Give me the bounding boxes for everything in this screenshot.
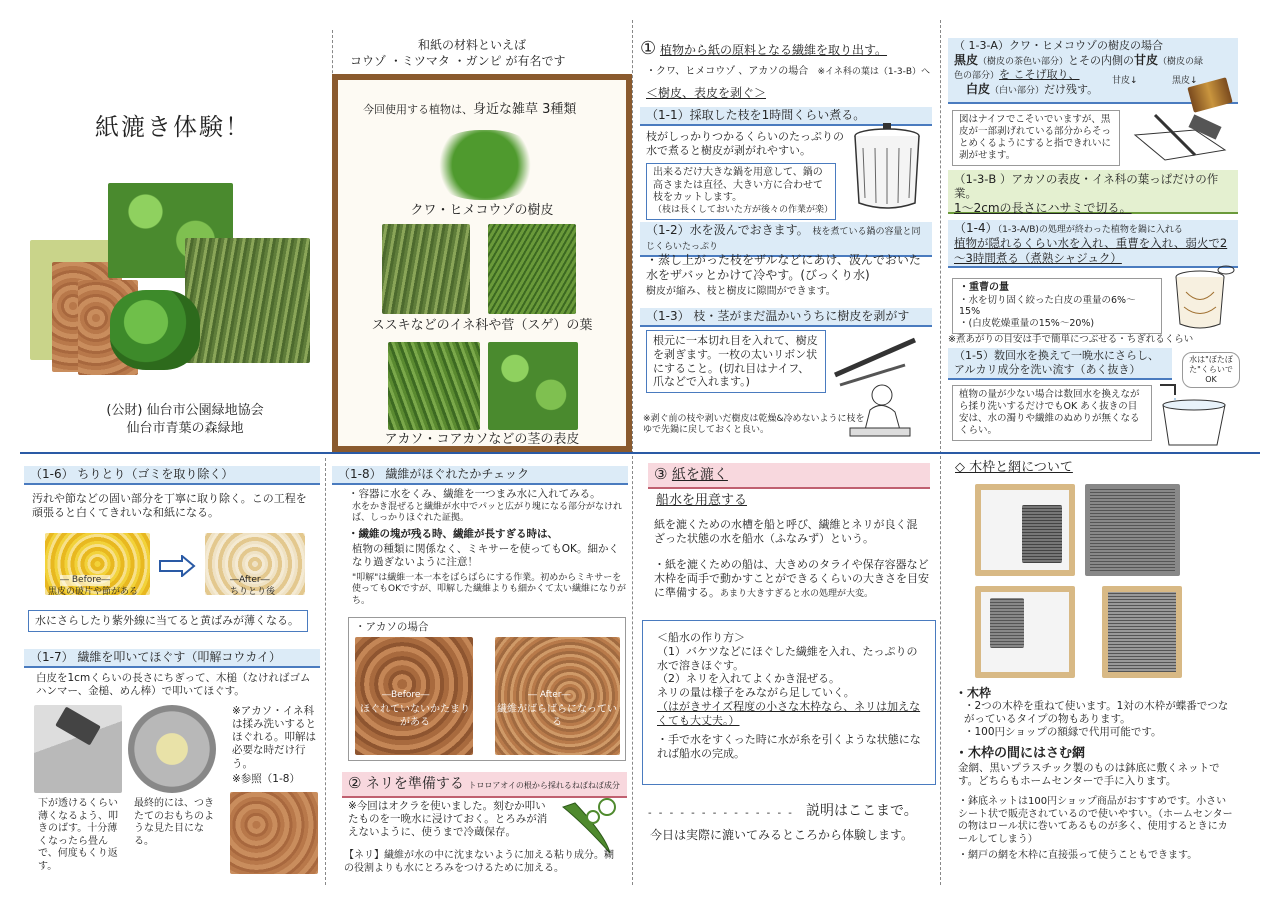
s14-text: 植物が隠れるくらい水を入れ、重曹を入れ、弱火で2～3時間煮る（煮熟シャジュク） — [954, 236, 1228, 265]
step3-t2-text: ・紙を漉くための船は、大きめのタライや保存容器など木枠を両手で動かすことができるくらいの大きさを目安に準備する。 — [654, 558, 929, 599]
peel-head: ＜樹皮、表皮を剥ぐ＞ — [646, 86, 767, 100]
s16-head: （1-6） ちりとり（ゴミを取り除く） — [24, 466, 320, 485]
s18-before: ―Before― — [382, 690, 430, 700]
s12-text-1: ・蒸し上がった枝をザルなどにあけ、汲んでおいた水をザバッとかけて冷やす。(びっくり水) — [646, 253, 921, 282]
kurokawa: 黒皮 — [954, 52, 979, 67]
s13-box: 根元に一本切れ目を入れて、樹皮を剥ぎます。一枚の太いリボン状にすること。(切れ目はナイフ、爪などで入れます。) — [646, 330, 826, 393]
s15-bubble: 水は"ぼたぼた"くらいでOK — [1182, 352, 1240, 388]
shirokawa-note: （白い部分） — [990, 86, 1045, 97]
end-dashes: - - - - - - - - - - - - - - — [648, 808, 794, 819]
suge-photo — [488, 224, 576, 314]
materials-intro-prefix: 今回使用する植物は、 — [363, 103, 473, 116]
s13b-head: （1-3-B ）アカソの表皮・イネ科の葉っぱだけの作業。 — [954, 172, 1219, 201]
s13a-note-box: 図はナイフでこそいでいますが、黒皮が一部剥げれている部分からそっとめくるようにすると指できれいに剥がせます。 — [952, 110, 1120, 166]
s14-head — [954, 221, 1232, 236]
step2-title: ネリを準備する — [365, 776, 464, 792]
page-title: 紙漉き体験！ — [95, 113, 251, 141]
org-line-2: 仙台市青葉の森緑地 — [126, 421, 244, 437]
s16-note: 水にさらしたり紫外線に当てると黄ばみが薄くなる。 — [28, 610, 308, 632]
soda-2: ・(白皮乾燥重量の15%～20%) — [959, 318, 1095, 330]
s18-t3: ・繊維の塊が残る時、繊維が長すぎる時は、 — [348, 528, 558, 540]
step3-t2 — [654, 558, 930, 600]
s14-head-text: （1-4） — [954, 221, 998, 235]
s17-head: （1-7） 繊維を叩いてほぐす（叩解コウカイ） — [24, 649, 320, 668]
step1-title: 植物から紙の原料となる繊維を取り出す。 — [659, 43, 888, 57]
mulberry-leaf-photo — [110, 290, 200, 370]
m-2: ・鉢底ネットは100円ショップ商品がおすすめです。小さいシート状で販売されているので使いやすい。（ホームセンターの物はロール状に巻いてあるものが多く、使用するときにカールしてしまう） — [958, 796, 1233, 845]
s17-side-1: ※アカソ・イネ科は揉み洗いするとほぐれる。叩解は必要な時だけ行う。 — [232, 705, 316, 770]
step3-head — [648, 463, 930, 489]
step1-sub-note: ※イネ科の葉は（1-3-B）へ — [817, 67, 931, 77]
s11-text: 枝がしっかりつかるくらいのたっぷりの水で煮ると樹皮が剥がれやすい。 — [646, 130, 844, 157]
s14-box — [948, 220, 1238, 268]
s13-note: ※剥ぐ前の枝や剥いだ樹皮は乾燥&冷めないように枝をゆで先鍋に戻しておくと良い。 — [643, 414, 865, 436]
end-text-2: 今日は実際に漉いてみるところから体験します。 — [650, 828, 914, 842]
materials-frame — [332, 74, 632, 452]
howto-4: （はがきサイズ程度の小さな木枠なら、ネリは加えなくても大丈夫。） — [657, 699, 921, 727]
fiber-photo — [230, 792, 318, 874]
step1-num: ① — [640, 38, 657, 59]
s17-side-2: ※参照（1-8） — [232, 773, 300, 785]
soda-note: ※煮あがりの目安は手で簡単につぶせる・ちぎれるくらい — [948, 334, 1194, 345]
s13-head: （1-3） 枝・茎がまだ温かいうちに樹皮を剥がす — [640, 308, 932, 327]
row-separator — [20, 452, 1260, 454]
s13a-text-2: とその内側の — [1068, 53, 1135, 67]
plant-2-caption: ススキなどのイネ科や菅（スゲ）の葉 — [371, 318, 593, 333]
s11-box-note: （枝は長くしておいた方が後々の作業が楽） — [653, 204, 834, 215]
s18-after-cap: 繊維がばらばらになっている — [497, 704, 617, 728]
step3-t1: 紙を漉くための水槽を船と呼び、繊維とネリが良く混ざった状態の水を船水（ふなみず）という。 — [654, 518, 918, 545]
mesh-frame-photo-2 — [1085, 484, 1180, 576]
wood-frame-photo-4 — [1102, 586, 1182, 678]
s12-head-text: （1-2）水を汲んでおきます。 — [646, 223, 809, 237]
step1-sub-text: ・クワ、ヒメコウゾ 、アカソの場合 — [646, 66, 809, 77]
koakaso-photo — [488, 342, 578, 430]
howto-1: （1）バケツなどにほぐした繊維を入れ、たっぷりの水で溶きほぐす。 — [657, 644, 918, 672]
s13b-text: 1～2cmの長さにハサミで切る。 — [954, 200, 1132, 215]
s13b-box — [948, 170, 1238, 214]
s14-head-note: （1-3-A/B)の処理が終わった植物を鍋に入れる — [997, 225, 1183, 235]
akaso-label: ・アカソの場合 — [355, 621, 429, 633]
kurokawa-note: （樹皮の茶色い部分） — [978, 56, 1069, 67]
w-head: ・木枠 — [955, 686, 992, 700]
s15-box: 植物の量が少ない場合は数回水を換えながら揉り洗いするだけでもOK あく抜きの目安は、水の濁りや繊維のぬめりが無くなるくらい。 — [952, 385, 1152, 441]
soda-box — [952, 278, 1162, 334]
susuki-photo — [382, 224, 470, 314]
m-3: ・網戸の網を木枠に直接張って使うこともできます。 — [958, 850, 1198, 861]
soda-1: ・水を切り固く絞った白皮の重量の6%～15% — [959, 294, 1136, 318]
mulberry-leaf-photo-2 — [430, 130, 540, 200]
amakawa: 甘皮 — [1134, 52, 1159, 67]
howto-box — [642, 620, 936, 785]
s18-t1: ・容器に水をくみ、繊維を一つまみ水に入れてみる。 — [348, 488, 601, 500]
bucket-illustration — [1155, 380, 1235, 450]
pot-illustration-2 — [1168, 262, 1238, 332]
s11-head: （1-1）採取した枝を1時間くらい煮る。 — [640, 107, 932, 126]
m-head: ・木枠の間にはさむ網 — [955, 746, 1086, 761]
materials-head-2: コウゾ ・ミツマタ ・ガンピ が有名です — [350, 54, 566, 68]
s13a-text-4: を こそげ取り、 — [999, 68, 1080, 81]
pampas-grass-photo — [185, 238, 310, 363]
s12-text-2: 樹皮が縮み、枝と樹皮に隙間ができます。 — [646, 286, 836, 297]
s13a-text — [954, 53, 1204, 83]
amakawa-label: 甘皮↓ — [1112, 76, 1138, 86]
step2-head — [342, 772, 627, 798]
materials-intro-emph: 身近な雑草 3種類 — [473, 102, 577, 117]
plant-1-caption: クワ・ヒメコウゾの樹皮 — [410, 203, 554, 218]
step3-t2-note: あまり大きすぎると水の処理が大変。 — [720, 588, 874, 599]
s18-t4: 植物の種類に関係なく、ミキサーを使ってもOK。細かくなり過ぎないように注意！ — [352, 543, 619, 569]
step2-t1: ※今回はオクラを使いました。刻むか叩いたものを一晩水に浸けておく。とろみが消えないように、使うまで冷蔵保存。 — [348, 800, 548, 839]
s11-box — [646, 163, 836, 220]
step3-title: 紙を漉く — [671, 467, 728, 483]
step1-sub — [646, 66, 930, 79]
s16-after-cap: ちりとり後 — [230, 587, 276, 597]
s18-head: （1-8） 繊維がほぐれたかチェック — [332, 466, 628, 485]
step2-t2: 【ネリ】繊維が水の中に沈まないように加える粘り成分。糊の役割よりも水にとろみをつけるために加える。 — [344, 850, 614, 874]
howto-3: ネリの量は様子をみながら足していく。 — [657, 686, 855, 699]
s11-box-text: 出来るだけ大きな鍋を用意して、鍋の高さまたは直径、大きい方に合わせて枝をカットします。 — [653, 167, 823, 203]
s16-before: ― Before― — [60, 575, 111, 585]
w-2: ・100円ショップの額縁で代用可能です。 — [964, 726, 1162, 738]
frame-head: ◇ 木枠と網について — [955, 460, 1073, 475]
step2-num: ② — [348, 774, 362, 792]
s16-text: 汚れや節などの固い部分を丁寧に取り除く。この工程を頑張ると白くてきれいな和紙になる。 — [32, 492, 307, 519]
plant-3-caption: アカソ・コアカソなどの茎の表皮 — [384, 432, 580, 447]
howto-5: ・手で水をすくった時に水が糸を引くような状態になれば船水の完成。 — [657, 733, 921, 760]
soda-head: ・重曹の量 — [959, 282, 1009, 293]
s13a-text-6: だけ残す。 — [1044, 83, 1099, 97]
s17-cap-2: 最終的には、つきたてのおもちのような見た目になる。 — [134, 798, 214, 847]
howto-head: ＜船水の作り方＞ — [657, 631, 745, 644]
s12-head-note: 枝を煮ている鍋の容量と同じくらいたっぷり — [646, 227, 921, 253]
s17-cap-1: 下が透けるくらい薄くなるよう、叩きのばす。十分薄くなったら畳んで、何度もくり返す。 — [38, 798, 118, 872]
step3-sub: 船水を用意する — [656, 493, 748, 508]
mochi-bowl-photo — [128, 705, 216, 793]
s16-after: ―After― — [230, 575, 270, 585]
s16-before-cap: 黒皮の破片や節がある — [48, 587, 139, 597]
knife-scraping-illustration — [1125, 110, 1235, 165]
s18-before-cap: ほぐれていないかたまりがある — [360, 704, 470, 728]
step2-title-note: トロロアオイの根から採れるねばねば成分 — [468, 781, 620, 790]
arrow-right-icon — [158, 555, 196, 577]
s18-after: ― After― — [528, 690, 571, 700]
org-name — [70, 402, 300, 438]
step3-num: ③ — [654, 465, 668, 483]
mesh-inside-3 — [990, 598, 1024, 648]
mesh-inside-1 — [1022, 505, 1062, 563]
kurokawa-label: 黒皮↓ — [1172, 76, 1198, 86]
pot-illustration — [845, 118, 930, 213]
materials-intro — [363, 102, 576, 118]
step1-header — [640, 38, 887, 61]
s12-head — [640, 222, 932, 257]
akaso-photo — [388, 342, 480, 430]
m-1: 金網、黒いプラスチック製のものは鉢底に敷くネットです。どちらもホームセンターで手に入ります。 — [958, 762, 1220, 788]
end-text: 説明はここまで。 — [806, 803, 918, 819]
s18-t2: 水をかき混ぜると繊維が水中でパッと広がり塊になる部分がなければ、しっかりほぐれた証拠。 — [352, 502, 623, 524]
column-separator-4 — [325, 458, 326, 885]
s18-t5: "叩解"は繊維一本一本をばらばらにする作業。初めからミキサーを使ってもOKですが、叩解した繊維よりも細かくて太い繊維になりがち。 — [352, 573, 626, 606]
shirokawa: 白皮 — [966, 82, 991, 97]
s17-text: 白皮を1cmくらいの長さにちぎって、木槌（なければゴムハンマー、金槌、めん棒）で叩いてほぐす。 — [36, 672, 311, 698]
materials-head-1: 和紙の材料といえば — [418, 38, 527, 52]
amakawa-note: （樹皮の緑色の部分） — [954, 56, 1204, 81]
s15-head: （1-5）数回水を換えて一晩水にさらし、アルカリ成分を洗い流す（あく抜き） — [948, 348, 1172, 380]
howto-2: （2）ネリを入れてよくかき混ぜる。 — [657, 672, 840, 686]
s13a-head: （ 1-3-A）クワ・ヒメコウゾの樹皮の場合 — [954, 39, 1163, 52]
org-line-1: (公財) 仙台市公園緑地協会 — [106, 403, 264, 418]
w-1: ・2つの木枠を重ねて使います。1対の木枠が蝶番でつながっているタイプの物もあります。 — [964, 700, 1229, 726]
